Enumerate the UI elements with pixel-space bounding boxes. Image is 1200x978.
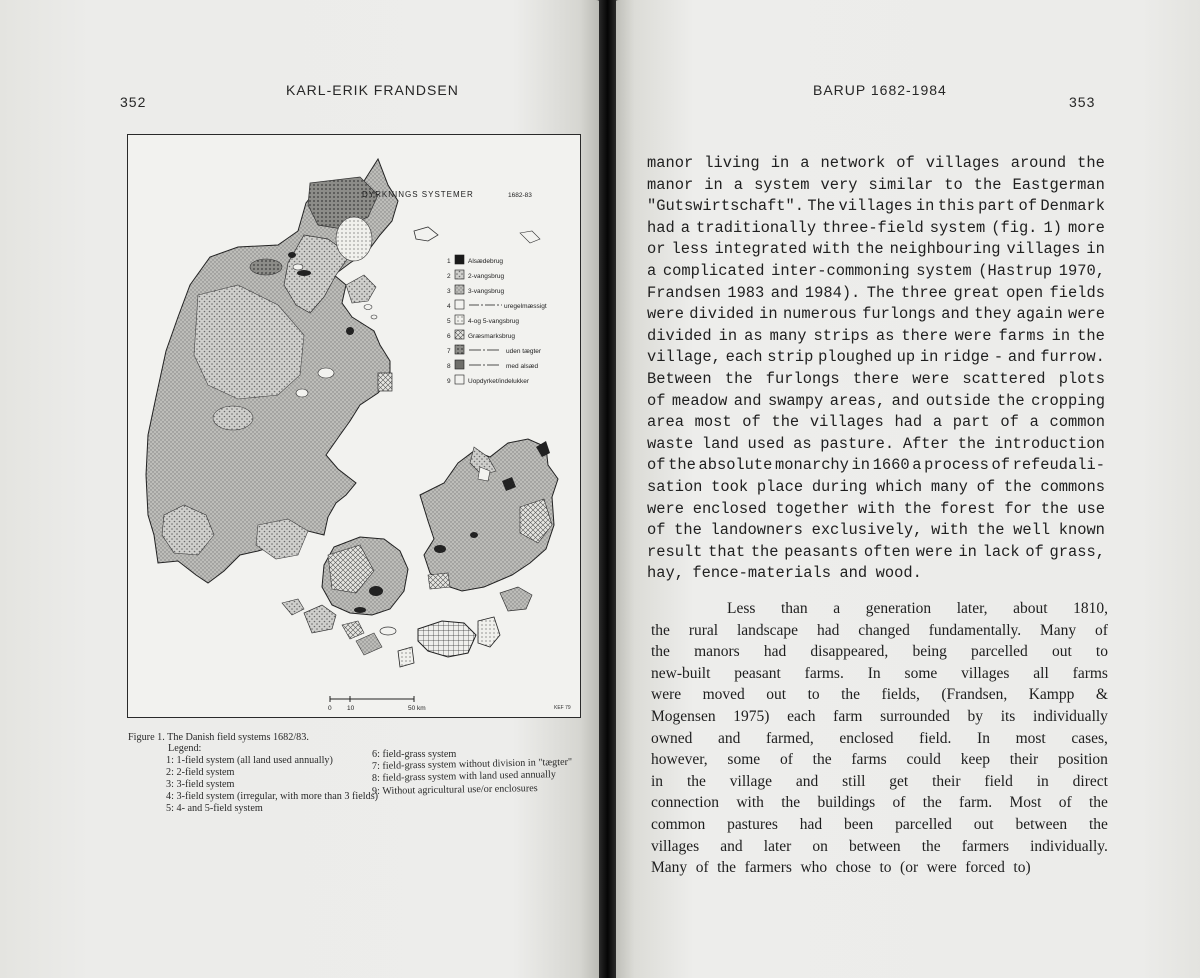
svg-text:uden tægter: uden tægter [506, 348, 542, 355]
svg-text:2-vangsbrug: 2-vangsbrug [468, 273, 505, 280]
svg-text:uregelmæssigt: uregelmæssigt [504, 303, 547, 310]
svg-text:Alsædebrug: Alsædebrug [468, 258, 504, 265]
text-line: divided in as many strips as there were farms in the [647, 326, 1105, 345]
svg-text:3-vangsbrug: 3-vangsbrug [468, 288, 505, 295]
legend-item [447, 315, 519, 325]
scale-bar [328, 696, 426, 712]
legend-item [447, 300, 547, 310]
text-line: "Gutswirtschaft". The villages in this part of Denmark [647, 197, 1105, 216]
text-line: of the absolute monarchy in 1660 a process of refeudali- [647, 456, 1105, 475]
text-line: or less integrated with the neighbouring villages in [647, 240, 1105, 259]
text-line: the rural landscape had changed fundamentally. Many of [651, 621, 1108, 639]
denmark-field-systems-map [128, 135, 580, 717]
svg-text:1: 1 [447, 258, 451, 265]
caption-legend-item: 8: field-grass system with land used annually [371, 769, 556, 784]
svg-text:4-og 5-vangsbrug: 4-og 5-vangsbrug [468, 318, 519, 325]
svg-text:6: 6 [447, 333, 451, 340]
text-line: a complicated inter-commoning system (Hastrup 1970, [647, 262, 1105, 280]
legend-item [447, 285, 505, 295]
legend-item [447, 375, 530, 385]
text-line: Between the furlongs there were scattered plots [647, 370, 1105, 388]
svg-text:Græsmarksbrug: Græsmarksbrug [468, 333, 515, 340]
funen-region [282, 537, 408, 655]
svg-text:Uopdyrket/indelukker: Uopdyrket/indelukker [468, 378, 530, 385]
text-line: the manors had disappeared, being parcelled out to [651, 643, 1108, 661]
svg-text:0: 0 [328, 705, 332, 712]
caption-legend-item: 6: field-grass system [372, 749, 457, 760]
map-figure [127, 134, 581, 718]
text-line: waste land used as pasture. After the introduction [647, 434, 1105, 453]
figure-caption: Figure 1. The Danish field systems 1682/83. [128, 732, 309, 743]
map-years: 1682-83 [508, 192, 532, 199]
text-line: villages and later on between the farmers individually. [651, 837, 1108, 855]
text-line: common pastures had been parcelled out between the [651, 816, 1108, 833]
text-line: were divided in numerous furlongs and they again were [647, 305, 1105, 324]
svg-text:4: 4 [447, 303, 451, 310]
svg-text:8: 8 [447, 363, 451, 370]
svg-text:med alsæd: med alsæd [506, 363, 539, 370]
jutland-region [146, 159, 398, 583]
text-line: however, some of the farms could keep their position [651, 751, 1108, 769]
legend-item [447, 255, 503, 265]
text-line: of meadow and swampy areas, and outside the cropping [647, 391, 1105, 410]
text-line: were moved out to the fields, (Frandsen, Kampp & [651, 686, 1108, 704]
svg-text:5: 5 [447, 318, 451, 325]
book-gutter [599, 0, 616, 978]
legend-item [447, 360, 539, 370]
text-line: Less than a generation later, about 1810, [727, 600, 1108, 617]
text-line: area most of the villages had a part of a common [647, 413, 1105, 432]
caption-legend-item: 4: 3-field system (irregular, with more than 3 fields) [166, 791, 379, 802]
text-line: village, each strip ploughed up in ridge - and furrow. [647, 348, 1105, 367]
caption-legend-item: 5: 4- and 5-field system [166, 803, 263, 814]
caption-legend-item: 3: 3-field system [166, 779, 235, 790]
map-title: DYRKNINGS SYSTEMER [362, 190, 474, 199]
caption-legend-item: 7: field-grass system without division in "tægter" [371, 756, 573, 772]
lolland-falster-region [398, 587, 532, 667]
text-line: result that the peasants often were in lack of grass, [647, 542, 1105, 561]
svg-text:2: 2 [447, 273, 451, 280]
svg-text:10: 10 [347, 705, 355, 712]
caption-legend-item: 2: 2-field system [166, 767, 235, 778]
text-line: Frandsen 1983 and 1984). The three great open fields [647, 283, 1105, 302]
text-line: new-built peasant farms. In some villages all farms [651, 664, 1108, 682]
svg-text:9: 9 [447, 378, 451, 385]
page-number-right: 353 [1069, 94, 1096, 110]
text-line: sation took place during which many of the commons [647, 478, 1105, 496]
northeast-isle [520, 231, 540, 243]
zealand-region [420, 439, 558, 591]
text-line: Mogensen 1975) each farm surrounded by its individually [651, 708, 1108, 725]
text-line: in the village and still get their field in direct [651, 772, 1108, 790]
page-number-left: 352 [120, 94, 147, 110]
caption-legend-heading: Legend: [168, 743, 202, 754]
running-head-left: KARL-ERIK FRANDSEN [286, 82, 459, 98]
text-line: connection with the buildings of the farm. Most of the [651, 794, 1108, 812]
text-line: of the landowners exclusively, with the well known [647, 521, 1105, 540]
text-line: manor in a system very similar to the Eastgerman [647, 175, 1105, 194]
legend-item [447, 345, 542, 355]
text-line: manor living in a network of villages around the [647, 154, 1105, 172]
running-head-right: BARUP 1682-1984 [813, 82, 947, 98]
svg-text:50 km: 50 km [408, 705, 426, 712]
map-legend [447, 255, 547, 385]
text-line: hay, fence-materials and wood. [647, 564, 922, 583]
svg-text:3: 3 [447, 288, 451, 295]
legend-item [447, 270, 505, 280]
text-line: Many of the farmers who chose to (or were forced to) [651, 859, 1031, 877]
text-line: had a traditionally three-field system (fig. 1) more [647, 218, 1105, 237]
svg-text:7: 7 [447, 348, 451, 355]
text-line: owned and farmed, enclosed field. In most cases, [651, 729, 1108, 747]
map-credit: KEF 79 [554, 705, 571, 711]
legend-item [447, 330, 515, 340]
caption-legend-item: 9: Without agricultural use/or enclosures [371, 783, 538, 797]
text-line: were enclosed together with the forest for the use [647, 499, 1105, 518]
caption-legend-item: 1: 1-field system (all land used annually) [166, 755, 333, 766]
